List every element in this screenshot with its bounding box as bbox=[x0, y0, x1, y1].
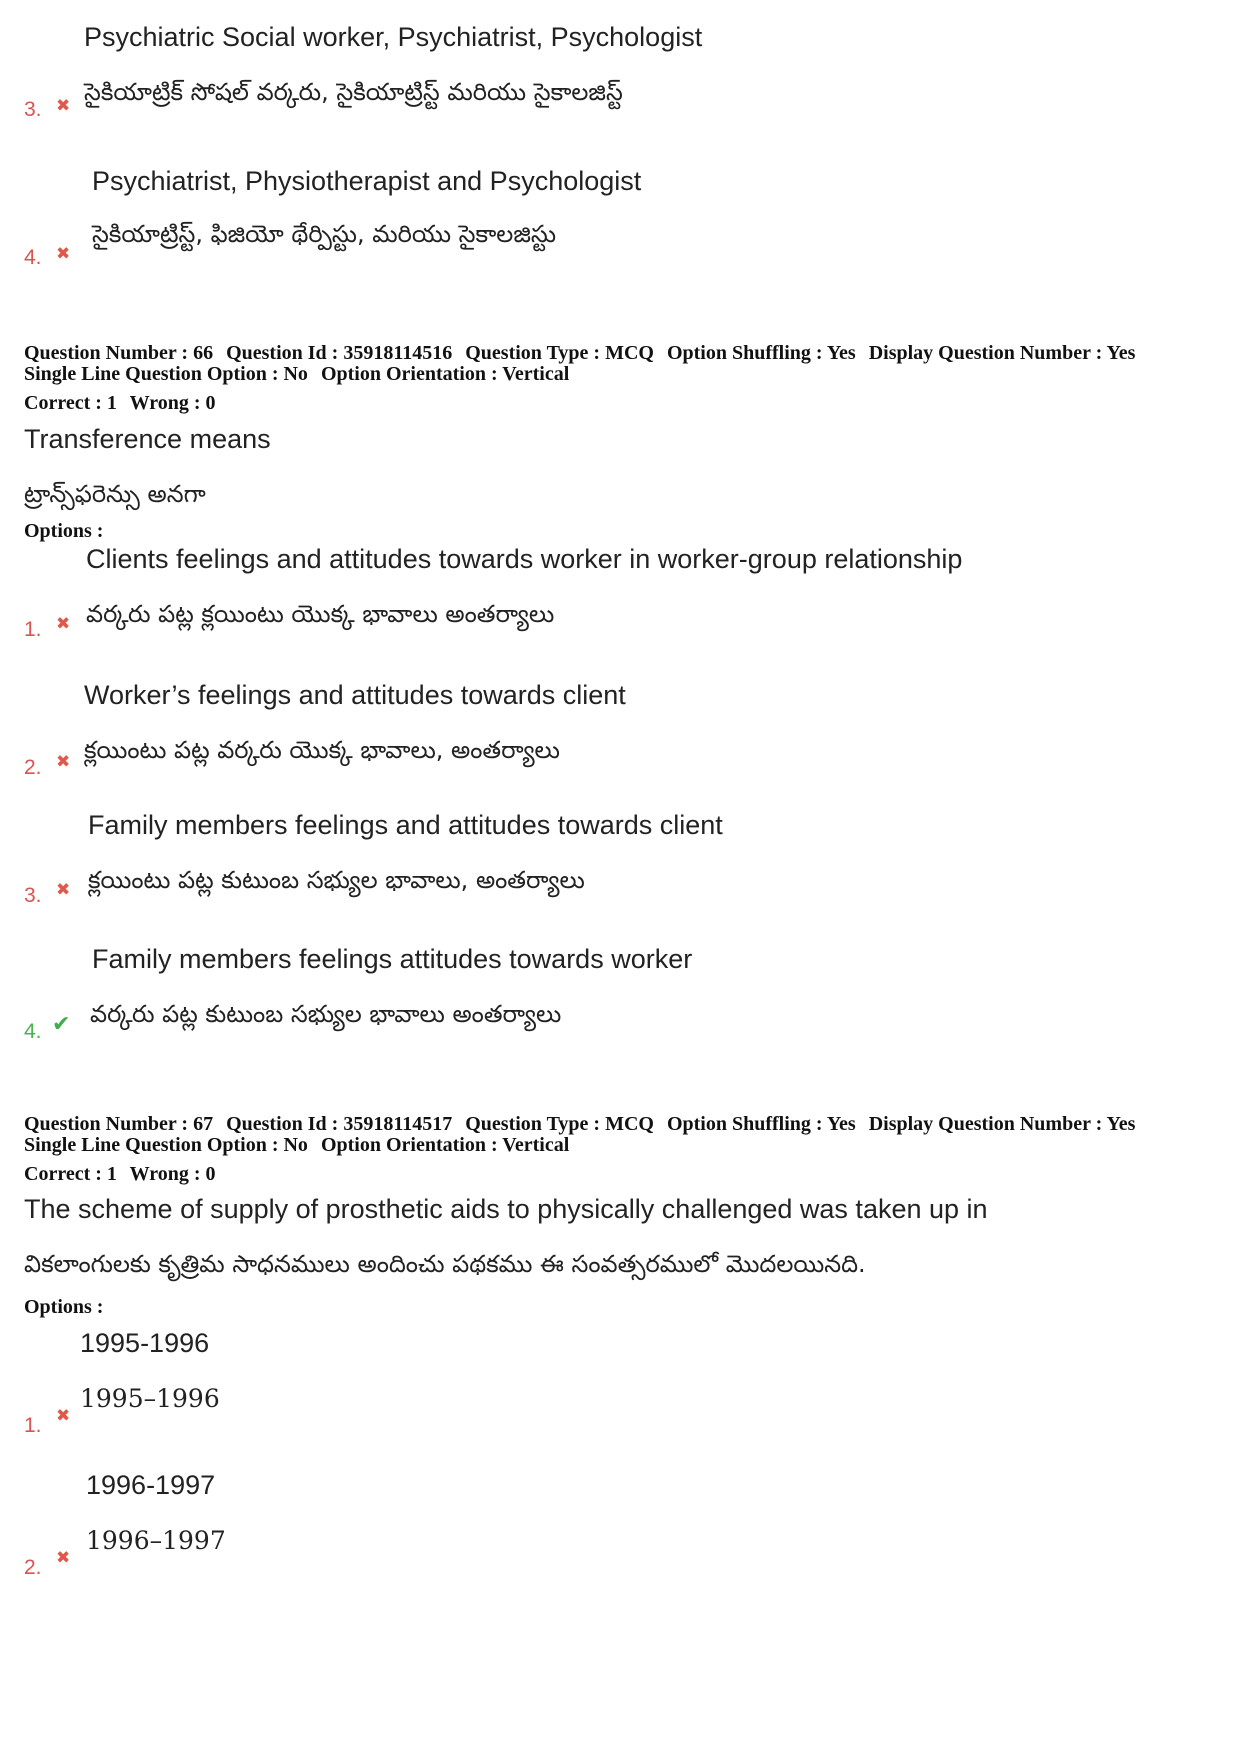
q67-question-number: Question Number : 67 bbox=[24, 1113, 214, 1135]
wrong-mark-icon: ✖ bbox=[56, 614, 71, 634]
q67-option-1-telugu: 1995–1996 bbox=[80, 1384, 220, 1413]
q67-option-2-english: 1996-1997 bbox=[86, 1470, 216, 1500]
q66-correct-marks: Correct : 1 bbox=[24, 392, 117, 414]
q67-option-orientation: Option Orientation : Vertical bbox=[320, 1134, 570, 1156]
q67-option-1-english: 1995-1996 bbox=[80, 1328, 210, 1358]
q67-option-2-number: 2. bbox=[24, 1556, 42, 1579]
wrong-mark-icon: ✖ bbox=[56, 752, 71, 772]
q67-options-label: Options : bbox=[24, 1296, 104, 1318]
q66-option-3-telugu: క్లయింటు పట్ల కుటుంబ సభ్యుల భావాలు, అంతర్యాలు bbox=[88, 866, 585, 894]
option-4-english: Psychiatrist, Physiotherapist and Psychologist bbox=[92, 166, 642, 196]
q66-option-4-english: Family members feelings attitudes towards worker bbox=[92, 944, 693, 974]
q66-option-1-english: Clients feelings and attitudes towards worker in worker-group relationship bbox=[86, 544, 963, 574]
wrong-mark-icon: ✖ bbox=[56, 96, 71, 116]
q66-options-label: Options : bbox=[24, 520, 104, 542]
q66-option-1-telugu: వర్కరు పట్ల క్లయింటు యొక్క భావాలు అంతర్యాలు bbox=[86, 600, 555, 628]
q67-display-question-number: Display Question Number : Yes bbox=[868, 1113, 1136, 1135]
q66-meta-line-3 bbox=[24, 393, 224, 414]
option-3-telugu: సైకియాట్రిక్ సోషల్ వర్కరు, సైకియాట్రిస్ట్ మరియు సైకాలజిస్ట్ bbox=[84, 78, 623, 106]
q66-option-orientation: Option Orientation : Vertical bbox=[320, 363, 570, 385]
option-4-telugu: సైకియాట్రిస్ట్, ఫిజియో థేర్పిస్టు, మరియు సైకాలజిస్టు bbox=[92, 220, 557, 248]
q67-question-english: The scheme of supply of prosthetic aids to physically challenged was taken up in bbox=[24, 1194, 988, 1224]
q66-option-2-number: 2. bbox=[24, 756, 42, 779]
wrong-mark-icon: ✖ bbox=[56, 880, 71, 900]
q66-meta-line-2 bbox=[24, 364, 577, 385]
q67-question-type: Question Type : MCQ bbox=[465, 1113, 654, 1135]
q66-question-number: Question Number : 66 bbox=[24, 342, 214, 364]
q66-question-telugu: ట్రాన్స్‌ఫరెన్సు అనగా bbox=[24, 480, 206, 508]
q67-single-line-option: Single Line Question Option : No bbox=[24, 1134, 308, 1156]
q66-question-english: Transference means bbox=[24, 424, 271, 454]
q66-question-type: Question Type : MCQ bbox=[465, 342, 654, 364]
wrong-mark-icon: ✖ bbox=[56, 244, 71, 264]
q66-option-2-english: Worker’s feelings and attitudes towards client bbox=[84, 680, 626, 710]
q66-single-line-option: Single Line Question Option : No bbox=[24, 363, 308, 385]
q66-option-1-number: 1. bbox=[24, 618, 42, 641]
q66-option-4-telugu: వర్కరు పట్ల కుటుంబ సభ్యుల భావాలు అంతర్యాలు bbox=[90, 1000, 562, 1028]
q67-meta-line-3 bbox=[24, 1164, 224, 1185]
q66-option-4-number: 4. bbox=[24, 1020, 42, 1043]
option-3-english: Psychiatric Social worker, Psychiatrist, Psychologist bbox=[84, 22, 703, 52]
q66-option-2-telugu: క్లయింటు పట్ల వర్కరు యొక్క భావాలు, అంతర్యాలు bbox=[84, 736, 560, 764]
q66-question-id: Question Id : 35918114516 bbox=[226, 342, 453, 364]
q67-option-1-number: 1. bbox=[24, 1414, 42, 1437]
q67-meta-line-2 bbox=[24, 1135, 577, 1156]
wrong-mark-icon: ✖ bbox=[56, 1548, 71, 1568]
q66-display-question-number: Display Question Number : Yes bbox=[868, 342, 1136, 364]
q66-option-3-english: Family members feelings and attitudes towards client bbox=[88, 810, 723, 840]
wrong-mark-icon: ✖ bbox=[56, 1406, 71, 1426]
correct-check-icon: ✔ bbox=[52, 1012, 71, 1037]
q67-correct-marks: Correct : 1 bbox=[24, 1163, 117, 1185]
q67-meta-line-1 bbox=[24, 1114, 1143, 1135]
q66-wrong-marks: Wrong : 0 bbox=[129, 392, 216, 414]
q67-wrong-marks: Wrong : 0 bbox=[129, 1163, 216, 1185]
q66-option-shuffling: Option Shuffling : Yes bbox=[666, 342, 856, 364]
option-4-number: 4. bbox=[24, 246, 42, 269]
q67-option-2-telugu: 1996–1997 bbox=[86, 1526, 226, 1555]
q66-meta-line-1 bbox=[24, 343, 1143, 364]
q67-question-telugu: వికలాంగులకు కృత్రిమ సాధనములు అందించు పథకము ఈ సంవత్సరములో మొదలయినది. bbox=[24, 1250, 866, 1278]
q67-question-id: Question Id : 35918114517 bbox=[226, 1113, 453, 1135]
q66-option-3-number: 3. bbox=[24, 884, 42, 907]
q67-option-shuffling: Option Shuffling : Yes bbox=[666, 1113, 856, 1135]
option-3-number: 3. bbox=[24, 98, 42, 121]
